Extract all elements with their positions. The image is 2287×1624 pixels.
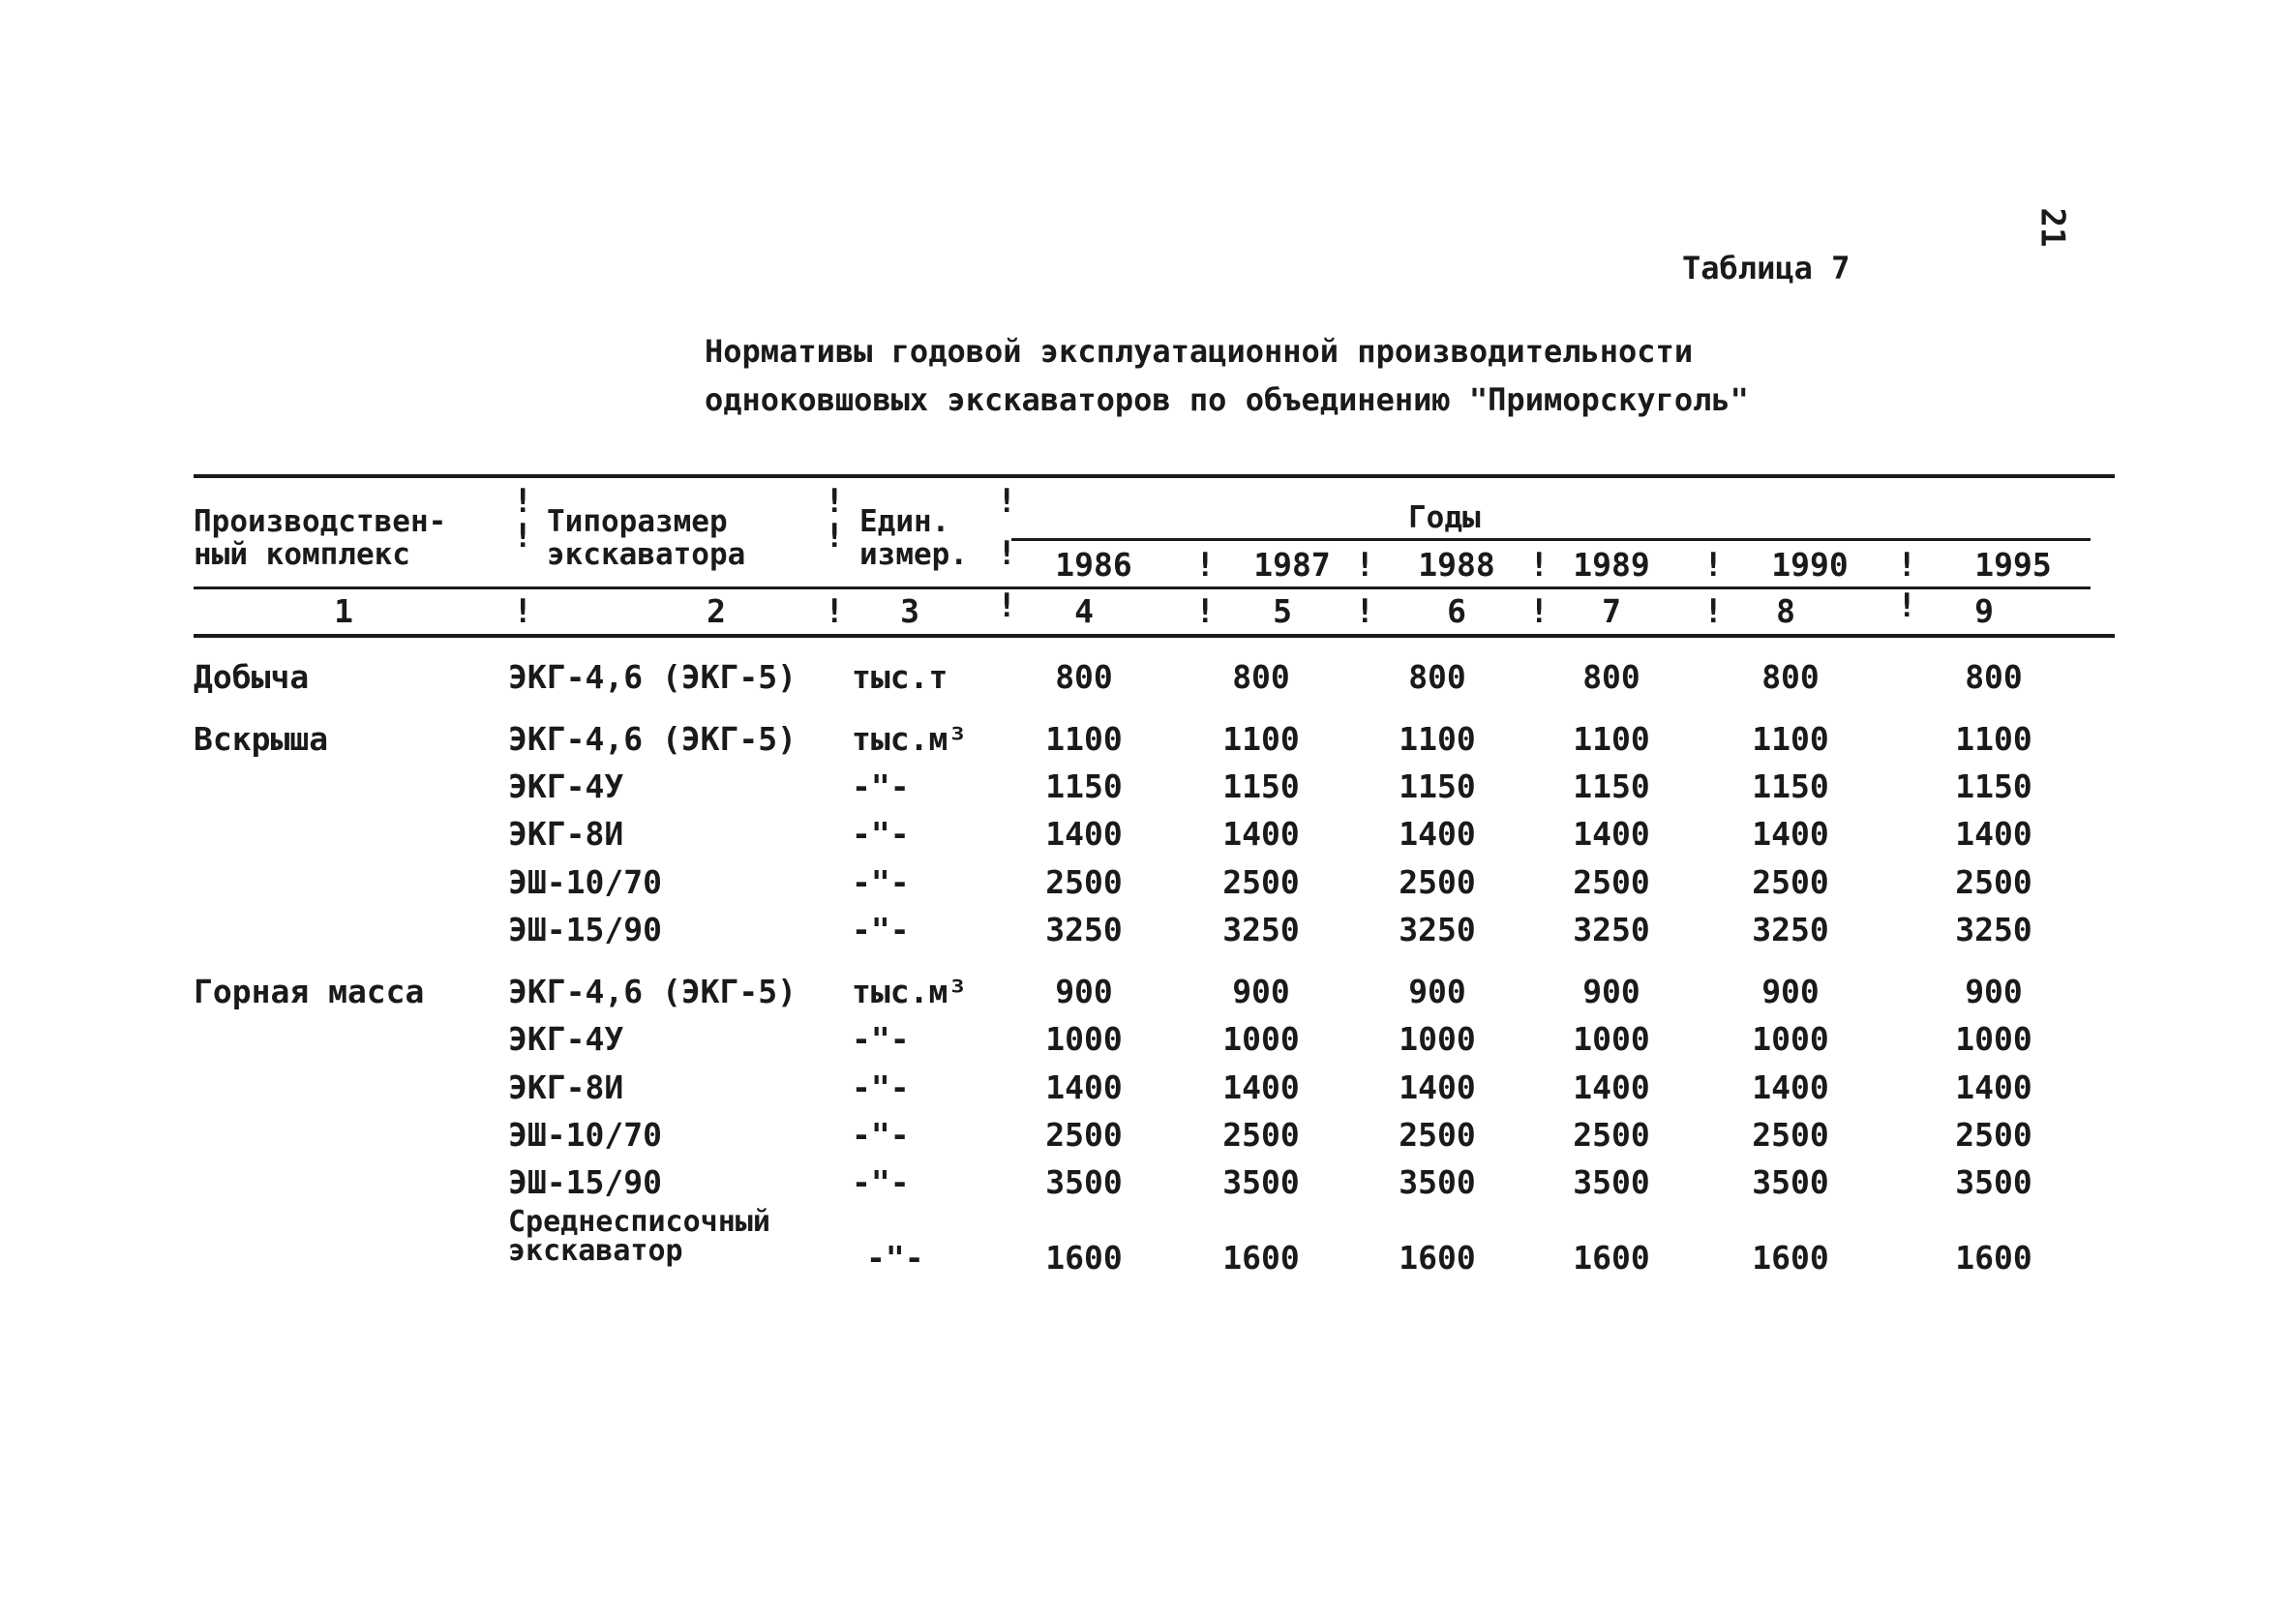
row-value: 1100	[1573, 720, 1650, 758]
header-bar: !	[1703, 546, 1724, 585]
row-value: 1150	[1222, 767, 1300, 805]
header-bar: !	[997, 586, 1017, 625]
row-value: 1150	[1573, 767, 1650, 805]
row-value: 2500	[1955, 863, 2032, 901]
row-unit: тыс.м³	[852, 720, 968, 758]
row-excavator-type: ЭКГ-4,6 (ЭКГ-5)	[508, 658, 797, 696]
column-number: 7	[1602, 592, 1621, 630]
row-value: 1100	[1222, 720, 1300, 758]
row-value: 2500	[1573, 863, 1650, 901]
header-bar: !	[513, 592, 533, 631]
row-value: 1400	[1955, 1068, 2032, 1106]
header-col2	[547, 505, 745, 571]
row-unit: -"-	[852, 767, 910, 805]
row-value: 900	[1582, 973, 1640, 1010]
row-value: 2500	[1752, 1116, 1829, 1154]
row-excavator-type: ЭКГ-4,6 (ЭКГ-5)	[508, 973, 797, 1010]
title-line-2: одноковшовых экскаваторов по объединению "Приморскуголь"	[705, 381, 1749, 418]
header-bar: !	[997, 534, 1017, 573]
header-bar: !	[1195, 592, 1216, 631]
header-year: 1990	[1771, 546, 1849, 584]
header-bar: !	[825, 592, 845, 631]
last-row-value: 1600	[1399, 1239, 1476, 1277]
numbers-bottom-rule	[194, 634, 2115, 638]
row-value: 1100	[1399, 720, 1476, 758]
row-value: 2500	[1399, 1116, 1476, 1154]
row-value: 3250	[1955, 911, 2032, 948]
header-col1-line1: Производствен-	[194, 504, 447, 539]
header-year: 1988	[1418, 546, 1495, 584]
row-excavator-type: ЭКГ-4У	[508, 767, 624, 805]
column-number: 1	[334, 592, 353, 630]
header-bar: !	[1529, 546, 1550, 585]
row-excavator-type: ЭШ-10/70	[508, 863, 662, 901]
row-complex: Горная масса	[194, 973, 425, 1010]
header-year: 1995	[1974, 546, 2052, 584]
row-unit: -"-	[852, 815, 910, 853]
row-value: 800	[1965, 658, 2023, 696]
row-excavator-type: ЭШ-15/90	[508, 1163, 662, 1201]
row-excavator-type: ЭШ-10/70	[508, 1116, 662, 1154]
column-number: 3	[900, 592, 919, 630]
row-value: 1000	[1399, 1020, 1476, 1058]
row-unit: тыс.т	[852, 658, 948, 696]
column-number: 9	[1974, 592, 1994, 630]
row-value: 800	[1408, 658, 1466, 696]
row-value: 1000	[1752, 1020, 1829, 1058]
column-number: 8	[1776, 592, 1795, 630]
row-value: 1150	[1752, 767, 1829, 805]
header-bar: !	[1355, 592, 1375, 631]
row-value: 1400	[1752, 1068, 1829, 1106]
header-bar: !	[997, 482, 1017, 521]
table-title	[705, 327, 1866, 424]
row-value: 1000	[1573, 1020, 1650, 1058]
row-value: 1100	[1955, 720, 2032, 758]
last-row-value: 1600	[1045, 1239, 1123, 1277]
column-number: 2	[707, 592, 726, 630]
row-excavator-type: ЭКГ-8И	[508, 815, 624, 853]
row-value: 3500	[1045, 1163, 1123, 1201]
row-value: 1150	[1399, 767, 1476, 805]
header-bottom-rule	[194, 586, 2091, 589]
header-year: 1986	[1055, 546, 1132, 584]
row-value: 1150	[1045, 767, 1123, 805]
row-value: 1400	[1399, 1068, 1476, 1106]
header-bar: !	[1897, 586, 1917, 625]
last-row-value: 1600	[1222, 1239, 1300, 1277]
years-rule	[1011, 538, 2091, 541]
row-value: 1400	[1573, 1068, 1650, 1106]
header-bar: !	[513, 517, 533, 556]
row-unit: тыс.м³	[852, 973, 968, 1010]
row-value: 2500	[1399, 863, 1476, 901]
header-col3	[859, 505, 968, 571]
column-number: 6	[1447, 592, 1466, 630]
row-value: 3250	[1222, 911, 1300, 948]
row-value: 1000	[1955, 1020, 2032, 1058]
header-years-label: Годы	[1408, 500, 1481, 535]
last-row-type-line1: Среднесписочный	[508, 1205, 770, 1239]
row-excavator-type: ЭКГ-8И	[508, 1068, 624, 1106]
row-value: 1400	[1045, 815, 1123, 853]
row-value: 1400	[1045, 1068, 1123, 1106]
last-row-value: 1600	[1573, 1239, 1650, 1277]
row-value: 3250	[1752, 911, 1829, 948]
row-value: 800	[1055, 658, 1113, 696]
row-value: 800	[1232, 658, 1290, 696]
row-value: 3500	[1752, 1163, 1829, 1201]
last-row-type-line2: экскаватор	[508, 1234, 683, 1268]
header-bar: !	[513, 482, 533, 521]
row-complex: Добыча	[194, 658, 310, 696]
header-col1-line2: ный комплекс	[194, 537, 410, 572]
last-row-unit: -"-	[866, 1239, 924, 1277]
row-value: 2500	[1222, 863, 1300, 901]
row-value: 3250	[1573, 911, 1650, 948]
last-row-value: 1600	[1955, 1239, 2032, 1277]
header-bar: !	[825, 482, 845, 521]
row-excavator-type: ЭКГ-4У	[508, 1020, 624, 1058]
row-value: 1000	[1045, 1020, 1123, 1058]
header-col3-line2: измер.	[859, 537, 968, 572]
row-excavator-type: ЭШ-15/90	[508, 911, 662, 948]
row-value: 1100	[1752, 720, 1829, 758]
top-rule	[194, 474, 2115, 478]
title-line-1: Нормативы годовой эксплуатационной производительности	[705, 333, 1694, 370]
last-row-value: 1600	[1752, 1239, 1829, 1277]
row-unit: -"-	[852, 863, 910, 901]
row-value: 1000	[1222, 1020, 1300, 1058]
row-value: 900	[1761, 973, 1820, 1010]
header-bar: !	[825, 517, 845, 556]
row-value: 3500	[1573, 1163, 1650, 1201]
row-value: 2500	[1955, 1116, 2032, 1154]
row-unit: -"-	[852, 1020, 910, 1058]
row-value: 3500	[1222, 1163, 1300, 1201]
row-value: 1150	[1955, 767, 2032, 805]
row-unit: -"-	[852, 1068, 910, 1106]
row-value: 2500	[1045, 1116, 1123, 1154]
header-col2-line2: экскаватора	[547, 537, 746, 572]
header-bar: !	[1195, 546, 1216, 585]
header-bar: !	[1897, 546, 1917, 585]
row-value: 2500	[1752, 863, 1829, 901]
row-value: 900	[1965, 973, 2023, 1010]
row-unit: -"-	[852, 1163, 910, 1201]
row-value: 1100	[1045, 720, 1123, 758]
row-value: 800	[1582, 658, 1640, 696]
row-value: 2500	[1045, 863, 1123, 901]
row-value: 800	[1761, 658, 1820, 696]
row-value: 900	[1232, 973, 1290, 1010]
last-row-type	[508, 1205, 770, 1268]
row-value: 3500	[1955, 1163, 2032, 1201]
row-value: 900	[1055, 973, 1113, 1010]
header-bar: !	[1529, 592, 1550, 631]
table-label: Таблица 7	[1682, 250, 1851, 286]
row-value: 1400	[1222, 815, 1300, 853]
row-value: 1400	[1399, 815, 1476, 853]
row-value: 2500	[1573, 1116, 1650, 1154]
header-col1	[194, 505, 446, 571]
header-year: 1989	[1573, 546, 1650, 584]
column-number: 4	[1074, 592, 1094, 630]
header-year: 1987	[1253, 546, 1331, 584]
header-bar: !	[1355, 546, 1375, 585]
row-unit: -"-	[852, 911, 910, 948]
row-value: 2500	[1222, 1116, 1300, 1154]
row-unit: -"-	[852, 1116, 910, 1154]
row-excavator-type: ЭКГ-4,6 (ЭКГ-5)	[508, 720, 797, 758]
row-value: 1400	[1955, 815, 2032, 853]
row-value: 1400	[1752, 815, 1829, 853]
row-value: 900	[1408, 973, 1466, 1010]
column-number: 5	[1273, 592, 1292, 630]
header-bar: !	[1703, 592, 1724, 631]
row-complex: Вскрыша	[194, 720, 329, 758]
row-value: 3250	[1045, 911, 1123, 948]
row-value: 3250	[1399, 911, 1476, 948]
row-value: 1400	[1222, 1068, 1300, 1106]
row-value: 1400	[1573, 815, 1650, 853]
row-value: 3500	[1399, 1163, 1476, 1201]
header-col2-line1: Типоразмер	[547, 504, 728, 539]
header-col3-line1: Един.	[859, 504, 950, 539]
page-number: 21	[2032, 207, 2072, 248]
